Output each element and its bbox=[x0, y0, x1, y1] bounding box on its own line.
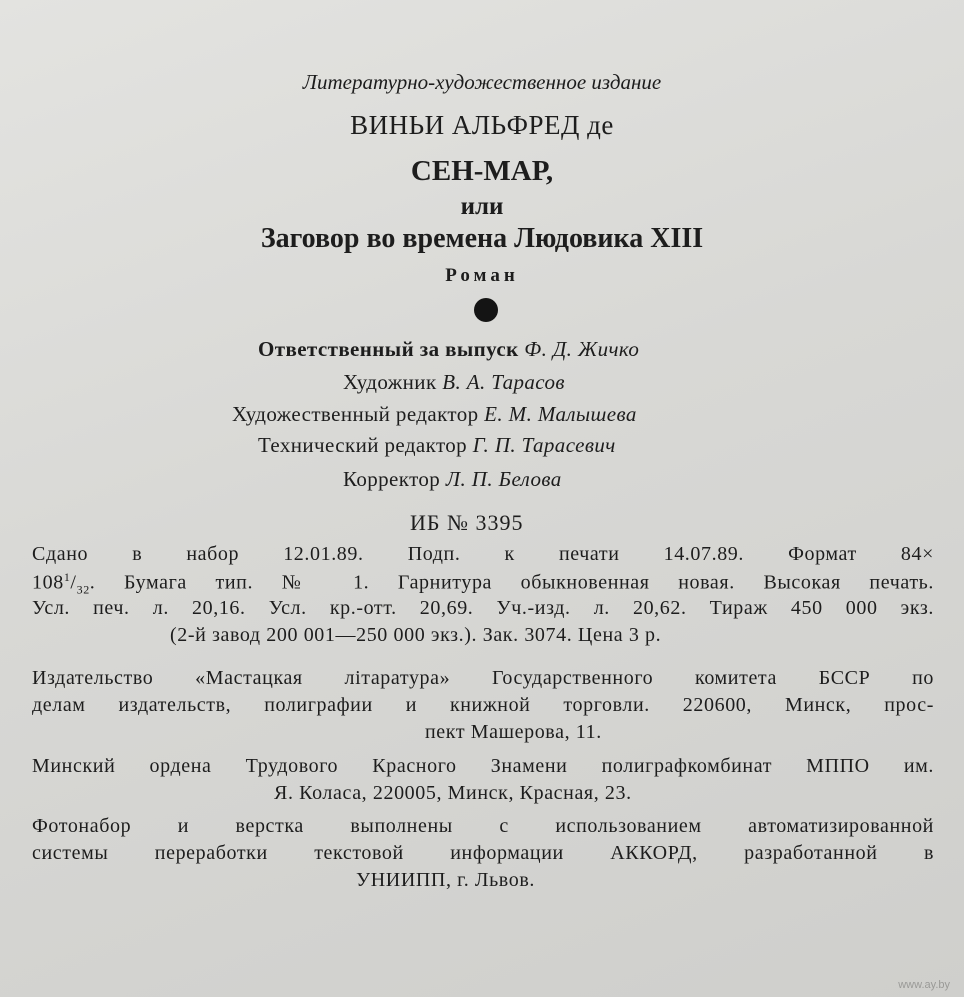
author-name: ВИНЬИ АЛЬФРЕД де bbox=[350, 110, 614, 140]
credit-line-proofreader bbox=[343, 467, 562, 492]
imprint-line-4: (2-й завод 200 001—250 000 экз.). Зак. 3074. Цена 3 р. bbox=[170, 624, 662, 646]
printer-line-2: Я. Коласа, 220005, Минск, Красная, 23. bbox=[274, 782, 632, 804]
credit-name: Е. М. Малышева bbox=[484, 402, 637, 426]
imprint-line-1: Сдано в набор 12.01.89. Подп. к печати 14.07.89. Формат 84× bbox=[32, 543, 934, 565]
credit-line-responsible bbox=[258, 337, 639, 362]
credit-role: Корректор bbox=[343, 467, 441, 491]
typesetting-line-1: Фотонабор и верстка выполнены с использованием автоматизированной bbox=[32, 815, 934, 837]
book-title: СЕН-МАР, bbox=[410, 155, 554, 187]
credit-name: В. А. Тарасов bbox=[442, 370, 565, 394]
credit-role: Технический редактор bbox=[258, 433, 468, 457]
credit-role: Художник bbox=[343, 370, 437, 394]
ornament-dot bbox=[474, 298, 498, 322]
credit-line-tech-editor bbox=[258, 433, 616, 458]
format-fraction-denominator: 32 bbox=[76, 582, 90, 597]
imprint-line-2-rest: . Бумага тип. № 1. Гарнитура обыкновенная новая. Высокая печать. bbox=[89, 571, 934, 594]
credit-role: Ответственный за выпуск bbox=[258, 337, 519, 361]
imprint-line-2: $108^1/_{32}$. Бумага тип. № 1. Гарнитура обыкновенная новая. Высокая печать. bbox=[32, 570, 934, 597]
credit-name: Ф. Д. Жичко bbox=[524, 337, 640, 361]
typesetting-line-2: системы переработки текстовой информации АККОРД, разработанной в bbox=[32, 842, 934, 864]
book-subtitle: Заговор во времена Людовика XIII bbox=[260, 223, 704, 254]
genre-label: Роман bbox=[445, 265, 519, 286]
credit-line-art-editor bbox=[232, 402, 637, 427]
credit-line-artist bbox=[343, 370, 565, 395]
site-watermark: www.ay.by bbox=[898, 979, 950, 991]
format-number: 108 bbox=[32, 571, 64, 594]
printer-line-1: Минский ордена Трудового Красного Знамени полиграфкомбинат МППО им. bbox=[32, 755, 934, 777]
credit-name: Г. П. Тарасевич bbox=[472, 433, 616, 457]
typesetting-line-3: УНИИПП, г. Львов. bbox=[356, 869, 535, 891]
credit-name: Л. П. Белова bbox=[445, 467, 562, 491]
title-conjunction: или bbox=[460, 193, 504, 220]
publisher-line-1: Издательство «Мастацкая літаратура» Государственного комитета БССР по bbox=[32, 667, 934, 689]
publisher-line-3: пект Машерова, 11. bbox=[425, 721, 602, 743]
edition-type: Литературно-художественное издание bbox=[302, 70, 662, 94]
imprint-line-3: Усл. печ. л. 20,16. Усл. кр.-отт. 20,69. Уч.-изд. л. 20,62. Тираж 450 000 экз. bbox=[32, 597, 934, 619]
credit-role: Художественный редактор bbox=[232, 402, 479, 426]
publisher-line-2: делам издательств, полиграфии и книжной торговли. 220600, Минск, прос- bbox=[32, 694, 934, 716]
format-fraction-numerator: 1 bbox=[63, 570, 71, 584]
ib-number: ИБ № 3395 bbox=[410, 510, 524, 535]
